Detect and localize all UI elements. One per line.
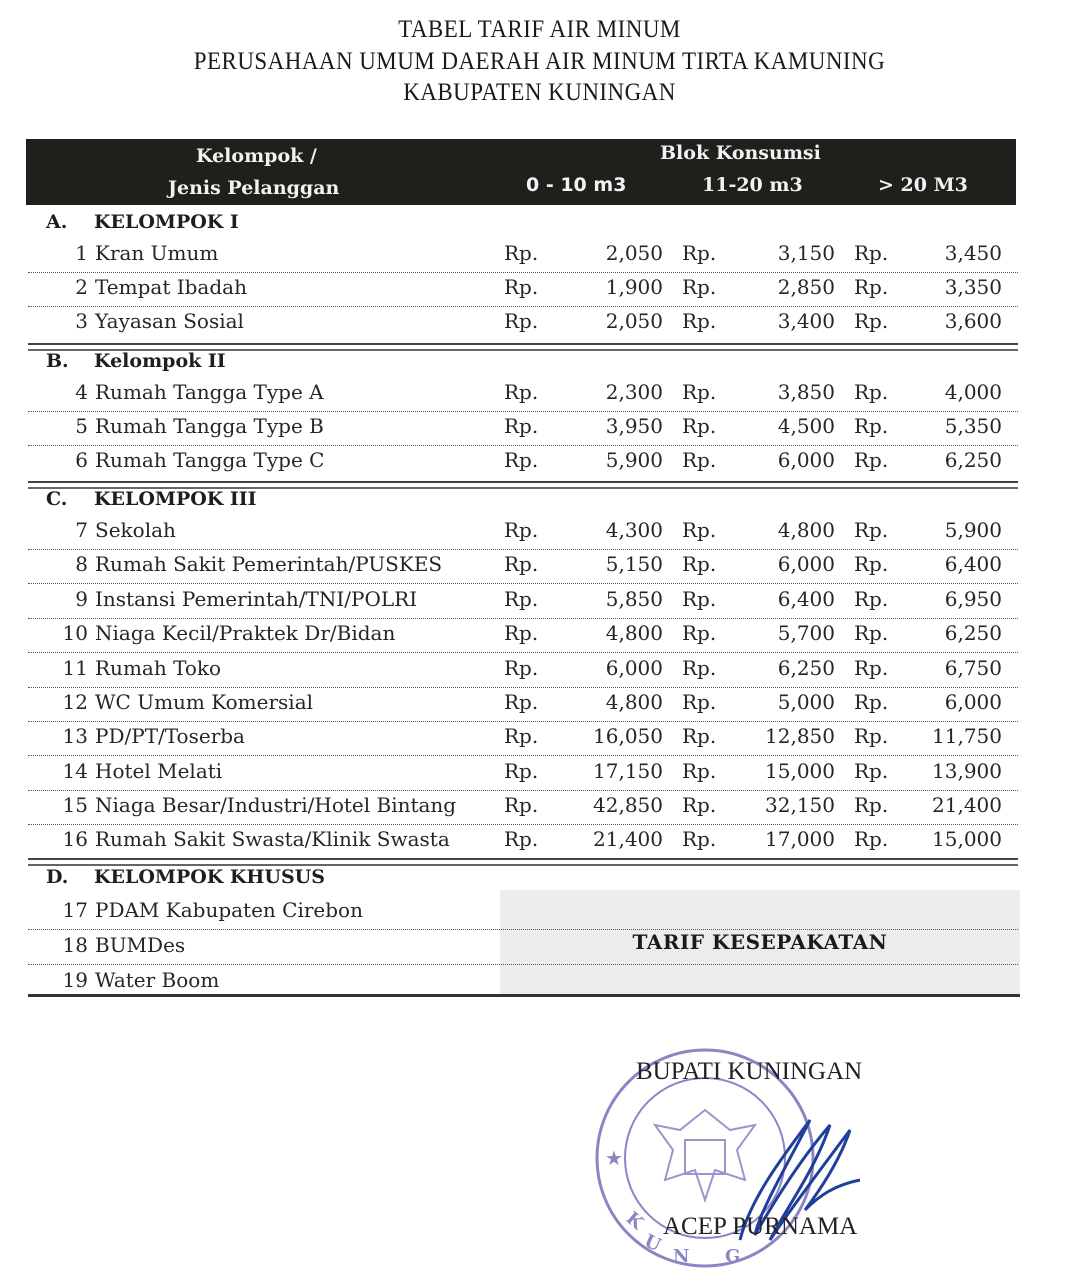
tariff-over-20: 4,000	[944, 380, 1002, 404]
currency-label: Rp.	[682, 518, 717, 542]
customer-type: Water Boom	[95, 968, 220, 992]
table-header	[26, 139, 1016, 205]
tariff-0-10: 2,050	[605, 241, 663, 265]
row-number: 11	[62, 656, 88, 680]
currency-label: Rp.	[854, 759, 889, 783]
currency-label: Rp.	[854, 241, 889, 265]
customer-type: Rumah Toko	[95, 656, 222, 680]
customer-type: Sekolah	[95, 518, 176, 542]
tariff-11-20: 6,000	[777, 448, 835, 472]
tariff-11-20: 6,000	[777, 552, 835, 576]
tariff-over-20: 6,250	[944, 621, 1002, 645]
currency-label: Rp.	[854, 552, 889, 576]
table-row	[28, 756, 1018, 791]
row-number: 3	[75, 309, 88, 333]
svg-text:G: G	[725, 1246, 741, 1267]
section-letter: B.	[46, 350, 69, 372]
customer-type: Instansi Pemerintah/TNI/POLRI	[95, 587, 418, 611]
section-name: KELOMPOK KHUSUS	[94, 866, 325, 888]
currency-label: Rp.	[682, 827, 717, 851]
section-heading	[46, 350, 226, 372]
currency-label: Rp.	[504, 793, 539, 817]
group-divider	[28, 343, 1018, 351]
currency-label: Rp.	[854, 621, 889, 645]
row-number: 1	[75, 241, 88, 265]
currency-label: Rp.	[854, 448, 889, 472]
customer-type: Tempat Ibadah	[95, 275, 247, 299]
tariff-0-10: 21,400	[593, 827, 663, 851]
table-row	[28, 584, 1018, 619]
currency-label: Rp.	[854, 380, 889, 404]
currency-label: Rp.	[504, 448, 539, 472]
customer-type: WC Umum Komersial	[95, 690, 314, 714]
currency-label: Rp.	[854, 827, 889, 851]
region-name: KABUPATEN KUNINGAN	[403, 79, 676, 106]
tariff-0-10: 17,150	[593, 759, 663, 783]
customer-type: Hotel Melati	[95, 759, 223, 783]
currency-label: Rp.	[504, 587, 539, 611]
customer-type: Rumah Sakit Pemerintah/PUSKES	[95, 552, 443, 576]
table-row	[28, 549, 1018, 584]
tariff-over-20: 13,900	[932, 759, 1002, 783]
currency-label: Rp.	[504, 827, 539, 851]
tariff-over-20: 6,000	[944, 690, 1002, 714]
row-number: 19	[62, 968, 88, 992]
tariff-11-20: 6,400	[777, 587, 835, 611]
tariff-11-20: 6,250	[777, 656, 835, 680]
group-divider	[28, 481, 1018, 489]
tariff-11-20: 4,800	[777, 518, 835, 542]
currency-label: Rp.	[682, 759, 717, 783]
row-number: 12	[62, 690, 88, 714]
table-row	[28, 445, 1018, 479]
currency-label: Rp.	[504, 309, 539, 333]
section-heading	[46, 866, 325, 888]
tariff-over-20: 6,400	[944, 552, 1002, 576]
tariff-over-20: 3,600	[944, 309, 1002, 333]
row-number: 5	[75, 414, 88, 438]
tariff-0-10: 4,800	[605, 690, 663, 714]
row-number: 13	[62, 724, 88, 748]
tariff-11-20: 5,000	[777, 690, 835, 714]
currency-label: Rp.	[854, 656, 889, 680]
tariff-0-10: 5,150	[605, 552, 663, 576]
customer-type: Rumah Tangga Type A	[95, 380, 324, 404]
tarif-kesepakatan-label: TARIF KESEPAKATAN	[632, 930, 888, 954]
currency-label: Rp.	[682, 793, 717, 817]
tariff-0-10: 3,950	[605, 414, 663, 438]
currency-label: Rp.	[504, 380, 539, 404]
section-name: KELOMPOK I	[94, 211, 239, 233]
section-letter: A.	[46, 211, 68, 233]
tariff-11-20: 5,700	[777, 621, 835, 645]
tariff-over-20: 5,900	[944, 518, 1002, 542]
currency-label: Rp.	[682, 656, 717, 680]
section-letter: D.	[46, 866, 69, 888]
currency-label: Rp.	[682, 275, 717, 299]
table-end-line	[28, 994, 1020, 997]
tariff-11-20: 12,850	[765, 724, 835, 748]
currency-label: Rp.	[504, 656, 539, 680]
tariff-over-20: 21,400	[932, 793, 1002, 817]
company-name: PERUSAHAAN UMUM DAERAH AIR MINUM TIRTA KAMUNING	[193, 48, 886, 75]
currency-label: Rp.	[682, 309, 717, 333]
tariff-0-10: 4,300	[605, 518, 663, 542]
group-divider	[28, 858, 1018, 866]
currency-label: Rp.	[854, 518, 889, 542]
tariff-over-20: 5,350	[944, 414, 1002, 438]
row-number: 14	[62, 759, 88, 783]
section-letter: C.	[46, 488, 68, 510]
section-heading	[46, 211, 239, 233]
svg-text:★: ★	[605, 1146, 623, 1170]
header-col-11-20: 11-20 m3	[702, 174, 803, 196]
tariff-over-20: 6,950	[944, 587, 1002, 611]
tariff-0-10: 1,900	[605, 275, 663, 299]
currency-label: Rp.	[504, 724, 539, 748]
customer-type: BUMDes	[95, 933, 186, 957]
tariff-11-20: 17,000	[765, 827, 835, 851]
row-number: 16	[62, 827, 88, 851]
tariff-over-20: 6,750	[944, 656, 1002, 680]
currency-label: Rp.	[682, 552, 717, 576]
table-row	[28, 721, 1018, 756]
tariff-11-20: 3,850	[777, 380, 835, 404]
tariff-over-20: 15,000	[932, 827, 1002, 851]
currency-label: Rp.	[682, 587, 717, 611]
row-number: 17	[62, 898, 88, 922]
tariff-0-10: 5,900	[605, 448, 663, 472]
table-row	[28, 272, 1018, 307]
header-col-over-20: > 20 M3	[878, 174, 968, 196]
tariff-11-20: 3,400	[777, 309, 835, 333]
customer-type: Rumah Tangga Type B	[95, 414, 324, 438]
tariff-11-20: 3,150	[777, 241, 835, 265]
document-title: TABEL TARIF AIR MINUM	[398, 16, 681, 43]
customer-type: PD/PT/Toserba	[95, 724, 245, 748]
tariff-11-20: 4,500	[777, 414, 835, 438]
tariff-over-20: 3,350	[944, 275, 1002, 299]
header-jenis-pelanggan: Jenis Pelanggan	[168, 177, 340, 199]
currency-label: Rp.	[854, 724, 889, 748]
table-row	[28, 377, 1018, 412]
row-number: 6	[75, 448, 88, 472]
currency-label: Rp.	[504, 275, 539, 299]
table-row	[28, 618, 1018, 653]
tariff-over-20: 11,750	[932, 724, 1002, 748]
table-row	[28, 238, 1018, 273]
section-name: KELOMPOK III	[94, 488, 257, 510]
table-row	[28, 895, 1018, 930]
table-row	[28, 411, 1018, 446]
currency-label: Rp.	[682, 380, 717, 404]
currency-label: Rp.	[682, 448, 717, 472]
tariff-11-20: 15,000	[765, 759, 835, 783]
header-col-0-10: 0 - 10 m3	[526, 174, 627, 196]
currency-label: Rp.	[854, 587, 889, 611]
section-name: Kelompok II	[94, 350, 226, 372]
currency-label: Rp.	[682, 621, 717, 645]
svg-text:K: K	[621, 1207, 648, 1234]
header-blok-konsumsi: Blok Konsumsi	[660, 142, 821, 164]
currency-label: Rp.	[854, 309, 889, 333]
row-number: 8	[75, 552, 88, 576]
tariff-0-10: 4,800	[605, 621, 663, 645]
table-row	[28, 824, 1018, 858]
currency-label: Rp.	[682, 690, 717, 714]
header-kelompok: Kelompok /	[196, 145, 317, 167]
currency-label: Rp.	[504, 414, 539, 438]
row-number: 15	[62, 793, 88, 817]
customer-type: Rumah Sakit Swasta/Klinik Swasta	[95, 827, 450, 851]
svg-text:N: N	[673, 1246, 690, 1267]
tariff-0-10: 2,050	[605, 309, 663, 333]
currency-label: Rp.	[504, 552, 539, 576]
currency-label: Rp.	[854, 690, 889, 714]
customer-type: PDAM Kabupaten Cirebon	[95, 898, 363, 922]
tariff-0-10: 2,300	[605, 380, 663, 404]
currency-label: Rp.	[682, 724, 717, 748]
svg-text:U: U	[640, 1230, 664, 1257]
tariff-over-20: 3,450	[944, 241, 1002, 265]
table-row	[28, 687, 1018, 722]
table-row	[28, 306, 1018, 340]
tariff-0-10: 6,000	[605, 656, 663, 680]
table-row	[28, 653, 1018, 688]
currency-label: Rp.	[504, 518, 539, 542]
row-number: 7	[75, 518, 88, 542]
tariff-11-20: 2,850	[777, 275, 835, 299]
tariff-0-10: 42,850	[593, 793, 663, 817]
signatory-name: ACEP PURNAMA	[663, 1213, 858, 1240]
customer-type: Niaga Besar/Industri/Hotel Bintang	[95, 793, 457, 817]
signatory-title: BUPATI KUNINGAN	[636, 1058, 863, 1085]
currency-label: Rp.	[504, 621, 539, 645]
section-heading	[46, 488, 257, 510]
row-number: 10	[62, 621, 88, 645]
currency-label: Rp.	[854, 275, 889, 299]
currency-label: Rp.	[504, 690, 539, 714]
customer-type: Kran Umum	[95, 241, 219, 265]
row-number: 4	[75, 380, 88, 404]
table-row	[28, 515, 1018, 550]
row-number: 9	[75, 587, 88, 611]
table-row	[28, 790, 1018, 825]
tariff-0-10: 5,850	[605, 587, 663, 611]
tariff-11-20: 32,150	[765, 793, 835, 817]
tariff-over-20: 6,250	[944, 448, 1002, 472]
currency-label: Rp.	[682, 414, 717, 438]
tariff-0-10: 16,050	[593, 724, 663, 748]
customer-type: Yayasan Sosial	[95, 309, 244, 333]
row-number: 18	[62, 933, 88, 957]
currency-label: Rp.	[504, 759, 539, 783]
currency-label: Rp.	[682, 241, 717, 265]
row-number: 2	[75, 275, 88, 299]
currency-label: Rp.	[854, 414, 889, 438]
currency-label: Rp.	[504, 241, 539, 265]
customer-type: Rumah Tangga Type C	[95, 448, 325, 472]
customer-type: Niaga Kecil/Praktek Dr/Bidan	[95, 621, 396, 645]
currency-label: Rp.	[854, 793, 889, 817]
